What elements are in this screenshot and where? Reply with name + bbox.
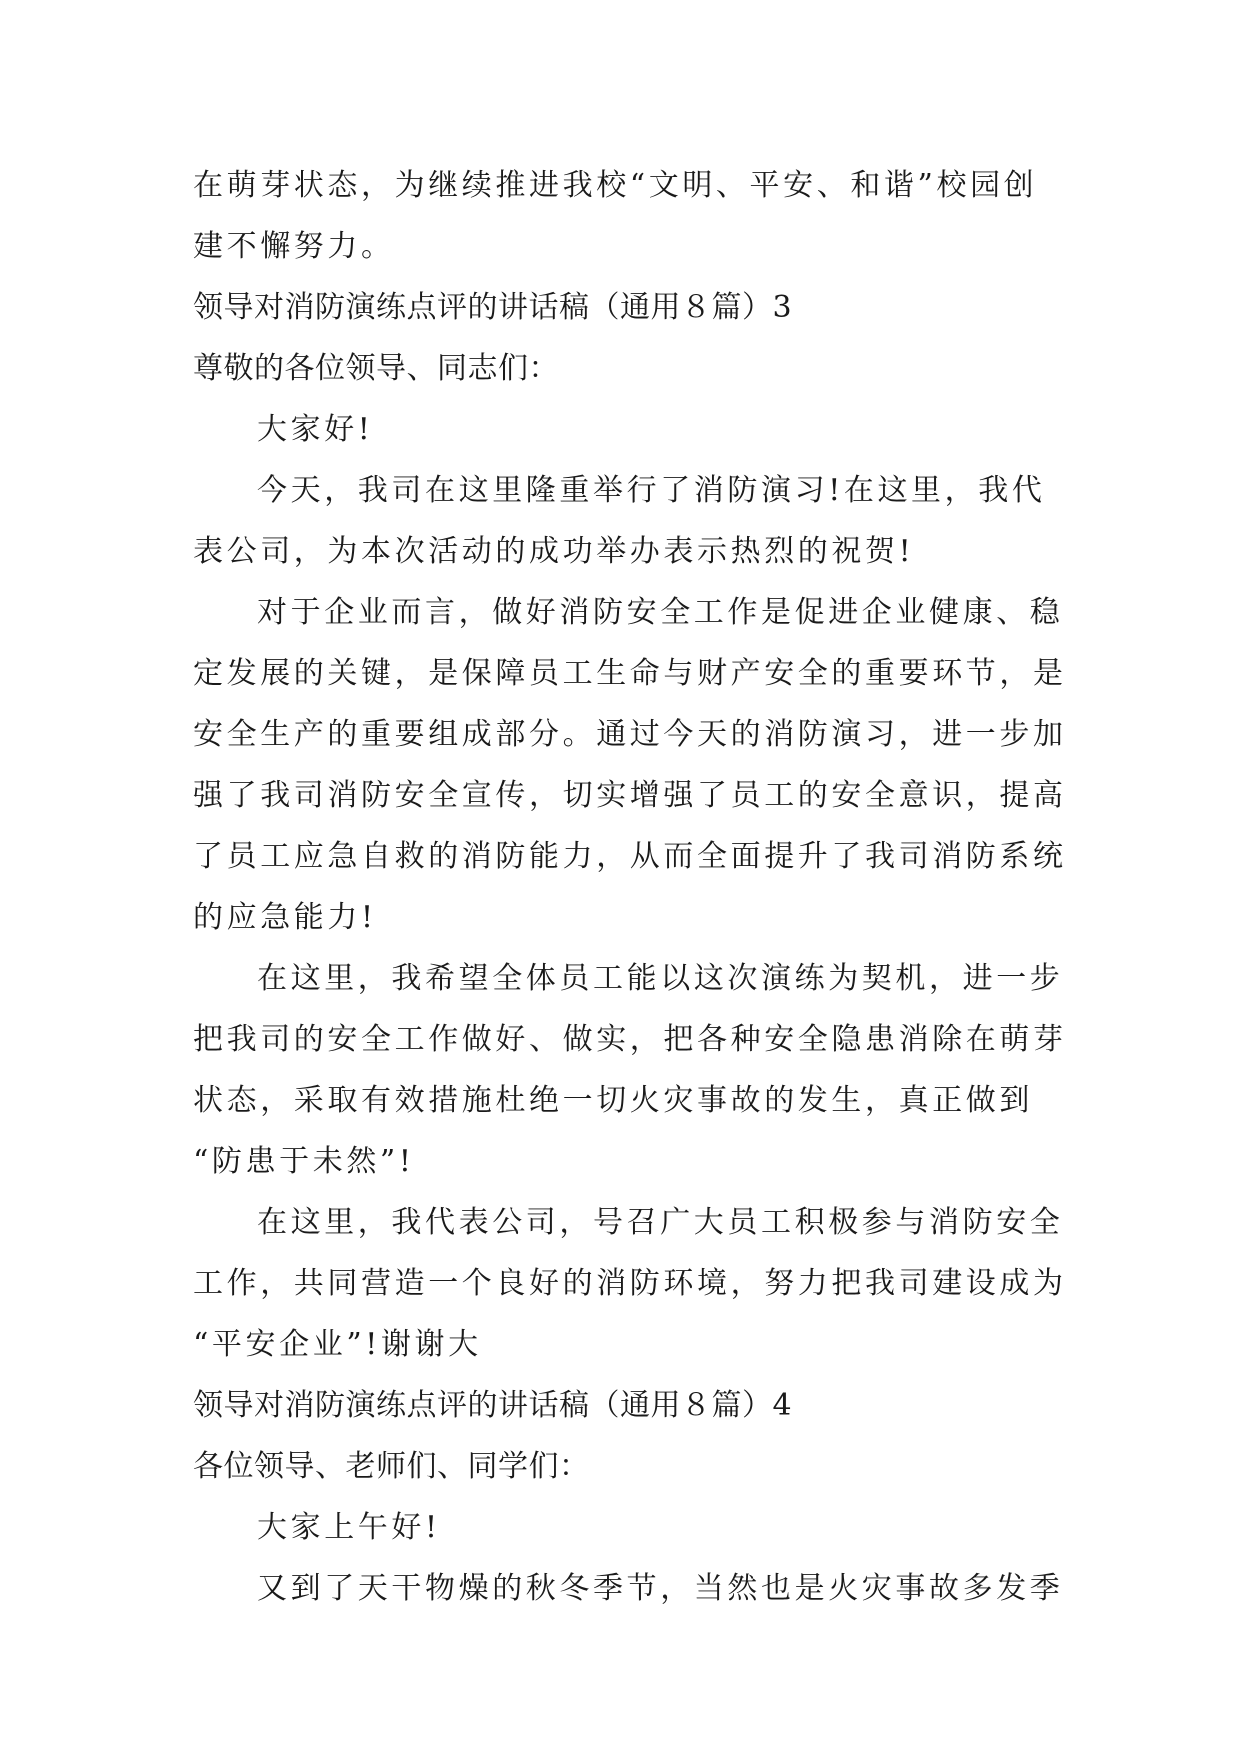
paragraph-line: 状态，采取有效措施杜绝一切火灾事故的发生，真正做到 (193, 1083, 1033, 1118)
paragraph-line: 今天，我司在这里隆重举行了消防演习!在这里，我代 (257, 473, 1046, 508)
paragraph-line: 把我司的安全工作做好、做实，把各种安全隐患消除在萌芽 (193, 1022, 1067, 1057)
document-body (193, 155, 1067, 1619)
paragraph-line: 在萌芽状态，为继续推进我校“文明、平安、和谐”校园创 (193, 168, 1038, 203)
greeting: 大家好! (257, 412, 374, 447)
salutation: 各位领导、老师们、同学们： (193, 1449, 590, 1484)
paragraph-line: “防患于未然”! (193, 1144, 415, 1179)
paragraph-line: 在这里，我希望全体员工能以这次演练为契机，进一步 (257, 961, 1064, 996)
paragraph-line: 安全生产的重要组成部分。通过今天的消防演习，进一步加 (193, 717, 1067, 752)
paragraph-line: 在这里，我代表公司，号召广大员工积极参与消防安全 (257, 1205, 1064, 1240)
section-heading: 领导对消防演练点评的讲话稿（通用８篇）3 (193, 290, 793, 325)
paragraph-line: “平安企业”!谢谢大 (193, 1327, 482, 1362)
paragraph-line: 表公司，为本次活动的成功举办表示热烈的祝贺! (193, 534, 915, 569)
paragraph-line: 强了我司消防安全宣传，切实增强了员工的安全意识，提高 (193, 778, 1067, 813)
paragraph-line: 建不懈努力。 (193, 229, 395, 264)
paragraph-line: 定发展的关键，是保障员工生命与财产安全的重要环节，是 (193, 656, 1067, 691)
paragraph-line: 对于企业而言，做好消防安全工作是促进企业健康、稳 (257, 595, 1064, 630)
section-heading: 领导对消防演练点评的讲话稿（通用８篇）4 (193, 1388, 793, 1423)
salutation: 尊敬的各位领导、同志们： (193, 351, 559, 386)
paragraph-line: 了员工应急自救的消防能力，从而全面提升了我司消防系统 (193, 839, 1067, 874)
greeting: 大家上午好! (257, 1510, 441, 1545)
paragraph-line: 工作，共同营造一个良好的消防环境，努力把我司建设成为 (193, 1266, 1067, 1301)
paragraph-line: 的应急能力! (193, 900, 377, 935)
paragraph-line: 又到了天干物燥的秋冬季节，当然也是火灾事故多发季 (257, 1571, 1064, 1606)
